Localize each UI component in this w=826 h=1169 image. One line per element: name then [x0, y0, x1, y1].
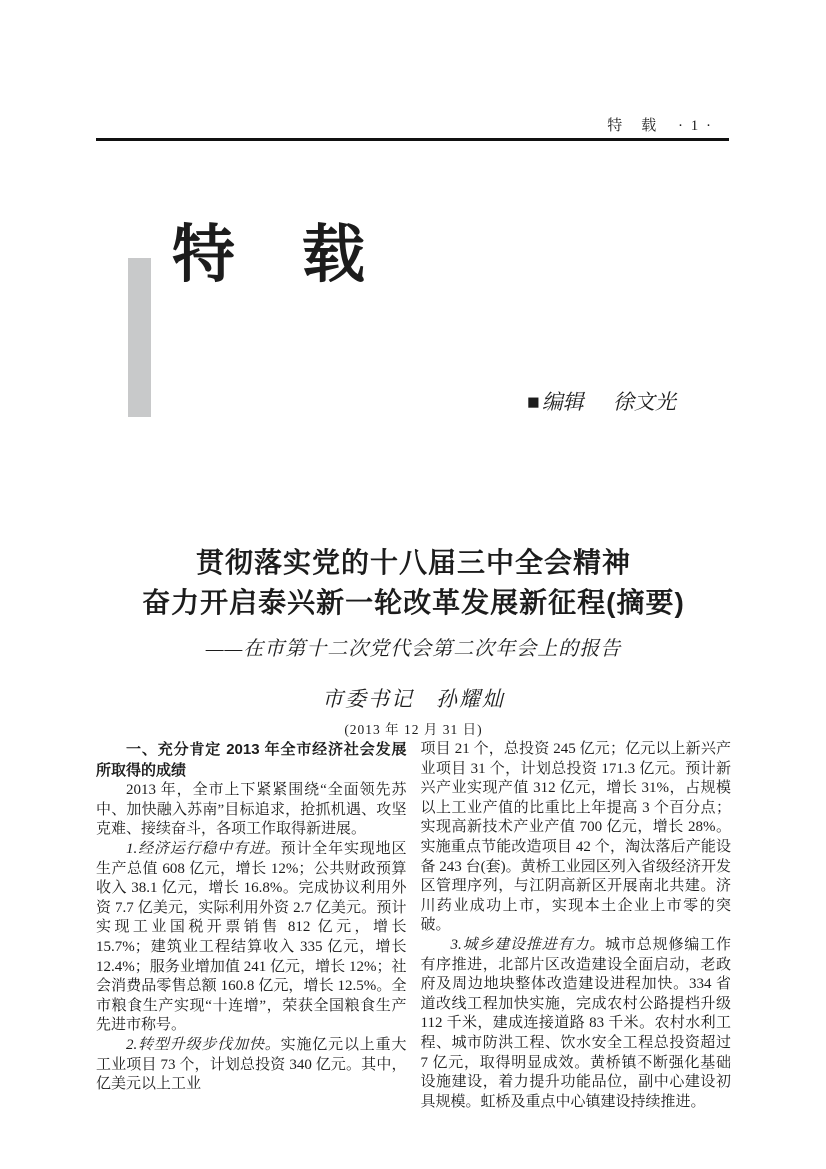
text-run-kaiti: 1.经济运行稳中有进。: [126, 840, 281, 857]
body-paragraph: [421, 936, 732, 1112]
editor-name: 徐文光: [612, 390, 676, 414]
editor-line: [527, 386, 676, 416]
article-title-line1: 贯彻落实党的十八届三中全会精神: [195, 547, 631, 578]
text-run-normal: 2013 年，全市上下紧紧围绕“全面领先苏中、加快融入苏南”目标追求，抢抓机遇、攻坚克难、接续奋斗，各项工作取得新进展。: [96, 782, 407, 838]
article-date: (2013 年 12 月 31 日): [344, 722, 483, 737]
page-number: · 1 ·: [678, 118, 713, 134]
body-paragraph: [96, 1036, 407, 1095]
article-head: [96, 543, 731, 738]
text-run-normal: 预计全年实现地区生产总值 608 亿元，增长 12%；公共财政预算收入 38.1 亿元，增长 16.8%。完成协议利用外资 7.7 亿美元，实际利用外资 2.7 亿美元。预计实现工业国税开票销售 812 亿元，增长 15.7%；建筑业工程结算收入 335 亿元，增长 12.4%；服务业增加值 241 亿元，增长 12%；社会消费品零售总额 160.8 亿元，增长 12.5%。全市粮食生产实现“十连增”，荣获全国粮食生产先进市称号。: [96, 840, 407, 1034]
running-head-section-label: 特 载: [607, 118, 659, 134]
header-rule: [96, 138, 729, 141]
body-paragraph: [96, 781, 407, 840]
text-run-kaiti: 3.城乡建设推进有力。: [450, 936, 606, 953]
section-title: 特 载: [172, 220, 367, 290]
article-author: [96, 683, 731, 713]
article-subtitle: ——在市第十二次党代会第二次年会上的报告: [205, 638, 622, 660]
text-run-normal: 城市总规修编工作有序推进，北部片区改造建设全面启动，老政府及周边地块整体改造建设进程加快。334 省道改线工程加快实施，完成农村公路提档升级 112 千米，建成连接道路 83 千米。农村水利工程、城市防洪工程、饮水安全工程总投资超过 7 亿元，取得明显成效。黄桥镇不断强化基础设施建设，着力提升功能品位，副中心建设初具规模。虹桥及重点中心镇建设持续推进。: [420, 936, 731, 1110]
article-title: [96, 543, 731, 623]
body-heading: [96, 740, 407, 781]
running-head: [96, 114, 731, 135]
author-name: 孙耀灿: [436, 687, 505, 711]
body-paragraph: [96, 840, 407, 1036]
text-run-kaiti: 2.转型升级步伐加快。: [126, 1036, 281, 1053]
text-run-normal: 项目 21 个，总投资 245 亿元；亿元以上新兴产业项目 31 个，计划总投资 171.3 亿元。预计新兴产业实现产值 312 亿元，增长 31%，占规模以上工业产值的比重比上年提高 3 个百分点；实现高新技术产业产值 700 亿元，增长 28%。实施重点节能改造项目 42 个，淘汰落后产能设备 243 台(套)。黄桥工业园区列入省级经济开发区管理序列，与江阴高新区开展南北共建。济川药业成功上市，实现本土企业上市零的突破。: [420, 741, 731, 934]
text-run-bold: 一、充分肯定 2013 年全市经济社会发展所取得的成绩: [96, 741, 407, 779]
right-column: [421, 740, 732, 1112]
square-bullet-icon: ■: [527, 390, 540, 414]
left-column: [96, 740, 407, 1112]
article-title-line2: 奋力开启泰兴新一轮改革发展新征程(摘要): [142, 587, 685, 618]
body-columns: [96, 740, 731, 1112]
editor-label: 编辑: [541, 390, 584, 414]
section-banner-bar: [128, 258, 151, 417]
author-title: 市委书记: [322, 687, 414, 711]
text-run-normal: 实施亿元以上重大工业项目 73 个，计划总投资 340 亿元。其中，亿美元以上工业: [96, 1036, 407, 1093]
body-paragraph: [421, 740, 732, 936]
